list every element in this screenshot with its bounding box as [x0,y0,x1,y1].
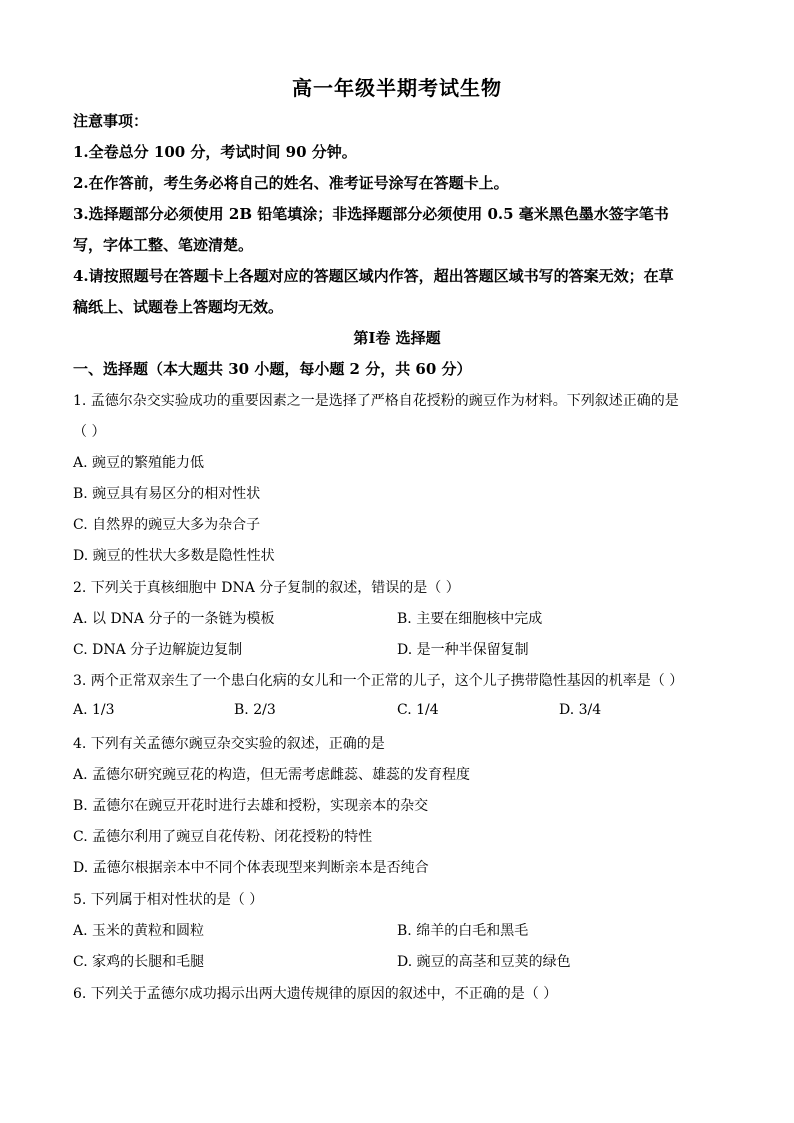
answer-option: B. 主要在细胞核中完成 [397,611,543,627]
notice-item: 写，字体工整、笔迹清楚。 [73,236,254,254]
question-stem: 2. 下列关于真核细胞中 DNA 分子复制的叙述，错误的是（ ） [73,580,460,596]
notice-item: 2.在作答前，考生务必将自己的姓名、准考证号涂写在答题卡上。 [73,174,509,192]
answer-option: A. 玉米的黄粒和圆粒 [73,923,205,939]
answer-option: C. 家鸡的长腿和毛腿 [73,954,205,970]
answer-option: B. 绵羊的白毛和黑毛 [397,923,529,939]
answer-option: A. 孟德尔研究豌豆花的构造，但无需考虑雌蕊、雄蕊的发育程度 [73,767,471,783]
answer-option: D. 3/4 [559,702,602,718]
answer-option: A. 以 DNA 分子的一条链为模板 [73,611,275,627]
notice-item: 4.请按照题号在答题卡上各题对应的答题区域内作答，超出答题区域书写的答案无效；在草 [73,267,674,285]
notice-item: 稿纸上、试题卷上答题均无效。 [73,298,284,316]
question-stem: 1. 孟德尔杂交实验成功的重要因素之一是选择了严格自花授粉的豌豆作为材料。下列叙述正确的是 [73,393,679,409]
question-stem: 3. 两个正常双亲生了一个患白化病的女儿和一个正常的儿子，这个儿子携带隐性基因的机率是（ ） [73,673,684,689]
answer-option: A. 1/3 [73,702,115,718]
notice-item: 3.选择题部分必须使用 2B 铅笔填涂；非选择题部分必须使用 0.5 毫米黑色墨水签字笔书 [73,205,669,223]
question-stem: 6. 下列关于孟德尔成功揭示出两大遗传规律的原因的叙述中，不正确的是（ ） [73,986,558,1002]
answer-option: D. 是一种半保留复制 [397,642,529,658]
answer-option: C. DNA 分子边解旋边复制 [73,642,243,658]
question-stem: 4. 下列有关孟德尔豌豆杂交实验的叙述，正确的是 [73,736,385,752]
answer-option: D. 豌豆的高茎和豆荚的绿色 [397,954,571,970]
answer-option: B. 2/3 [234,702,276,718]
answer-option: D. 孟德尔根据亲本中不同个体表现型来判断亲本是否纯合 [73,860,429,876]
answer-option: B. 孟德尔在豌豆开花时进行去雄和授粉，实现亲本的杂交 [73,798,429,814]
answer-option: C. 自然界的豌豆大多为杂合子 [73,517,261,533]
answer-option: C. 1/4 [397,702,439,718]
answer-option: B. 豌豆具有易区分的相对性状 [73,486,261,502]
notice-item: 1.全卷总分 100 分，考试时间 90 分钟。 [73,143,357,161]
notice-heading: 注意事项： [73,112,149,130]
answer-option: A. 豌豆的繁殖能力低 [73,455,205,471]
answer-option: D. 豌豆的性状大多数是隐性性状 [73,548,275,564]
part-title: 一、选择题（本大题共 30 小题，每小题 2 分，共 60 分） [73,360,472,378]
question-stem-continued: （ ） [73,424,106,440]
answer-option: C. 孟德尔利用了豌豆自花传粉、闭花授粉的特性 [73,829,373,845]
section-title: 第Ⅰ卷 选择题 [353,329,441,347]
question-stem: 5. 下列属于相对性状的是（ ） [73,892,264,908]
page-title: 高一年级半期考试生物 [292,76,502,100]
